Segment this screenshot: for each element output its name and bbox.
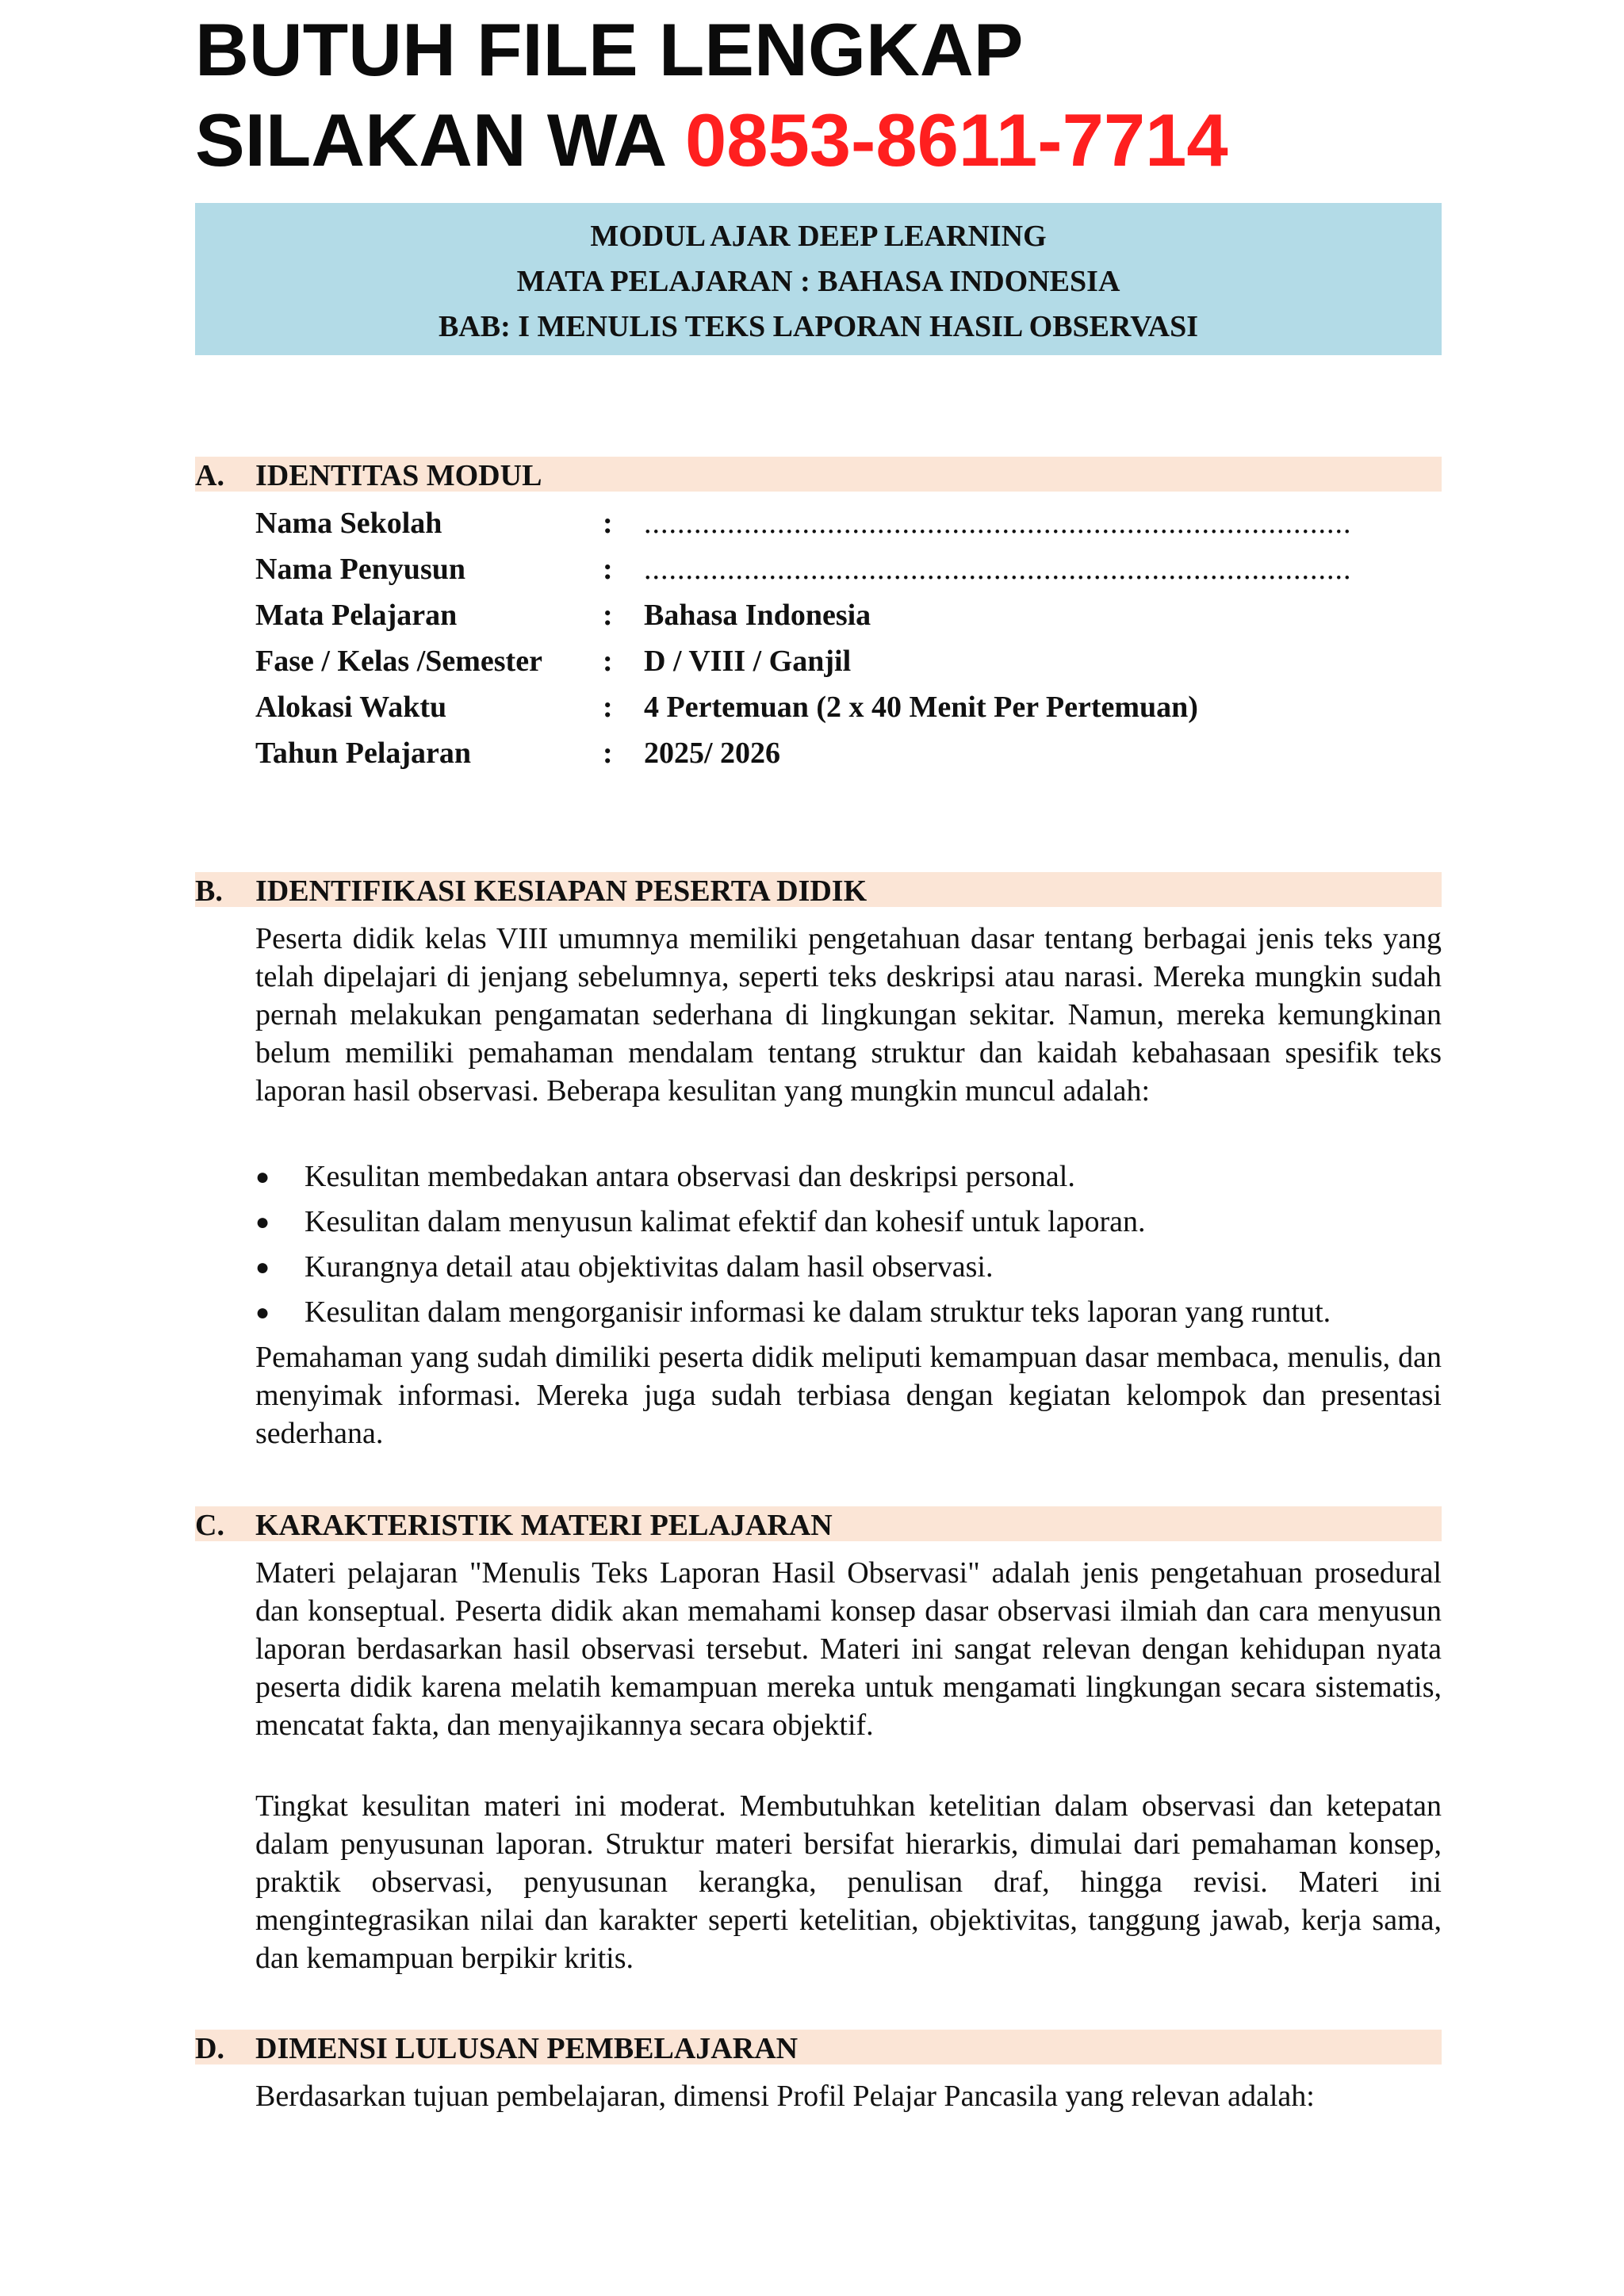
banner-line-2: MATA PELAJARAN : BAHASA INDONESIA <box>516 265 1120 298</box>
section-c-paragraph-2: Tingkat kesulitan materi ini moderat. Membutuhkan ketelitian dalam observasi dan ketepatan dalam penyusunan laporan. Struktur materi bersifat hierarkis, dimulai dari pemahaman konsep, praktik observasi, penyusunan kerangka, penulisan draf, hingga revisi. Materi ini mengintegrasikan nilai dan karakter seperti ketelitian, objektivitas, tanggung jawab, kerja sama, dan kemampuan berpikir kritis. <box>255 1789 1442 1975</box>
identity-value: D / VIII / Ganjil <box>644 645 852 678</box>
section-d-letter: D. <box>195 2032 224 2065</box>
bullet-icon: ● <box>255 1209 270 1235</box>
list-item <box>255 1290 1442 1335</box>
identity-table <box>255 503 1442 779</box>
identity-colon: : <box>603 553 613 586</box>
identity-row-subject <box>255 595 1442 641</box>
list-item <box>255 1200 1442 1245</box>
list-item <box>255 1154 1442 1200</box>
identity-value: 2025/ 2026 <box>644 737 781 770</box>
list-item-text: Kurangnya detail atau objektivitas dalam hasil observasi. <box>304 1250 994 1284</box>
identity-label: Fase / Kelas /Semester <box>255 645 542 678</box>
section-d-title: DIMENSI LULUSAN PEMBELAJARAN <box>255 2032 799 2065</box>
section-c-letter: C. <box>195 1509 224 1542</box>
list-item-text: Kesulitan dalam mengorganisir informasi ke dalam struktur teks laporan yang runtut. <box>304 1295 1331 1329</box>
bullet-icon: ● <box>255 1299 270 1326</box>
identity-row-year <box>255 733 1442 779</box>
promo-line-1: BUTUH FILE LENGKAP <box>195 8 1024 91</box>
section-a-heading <box>195 457 1442 492</box>
module-title-banner <box>195 203 1442 355</box>
identity-colon: : <box>603 691 613 724</box>
bullet-icon: ● <box>255 1254 270 1280</box>
section-b-heading <box>195 872 1442 907</box>
identity-colon: : <box>603 645 613 678</box>
list-item-text: Kesulitan membedakan antara observasi dan deskripsi personal. <box>304 1160 1075 1193</box>
section-c-paragraph-1: Materi pelajaran "Menulis Teks Laporan Hasil Observasi" adalah jenis pengetahuan prosedural dan konseptual. Peserta didik akan memahami konsep dasar observasi ilmiah dan cara menyusun laporan berdasarkan hasil observasi tersebut. Materi ini sangat relevan dengan kehidupan nyata peserta didik karena melatih kemampuan mereka untuk mengamati lingkungan secara sistematis, mencatat fakta, dan menyajikannya secara objektif. <box>255 1556 1442 1742</box>
section-c-title: KARAKTERISTIK MATERI PELAJARAN <box>255 1509 833 1542</box>
identity-value: Bahasa Indonesia <box>644 599 871 632</box>
identity-row-author <box>255 549 1442 595</box>
identity-row-time <box>255 687 1442 733</box>
banner-line-3: BAB: I MENULIS TEKS LAPORAN HASIL OBSERVASI <box>438 310 1199 343</box>
section-a-title: IDENTITAS MODUL <box>255 459 542 492</box>
identity-row-phase <box>255 641 1442 687</box>
identity-row-school <box>255 503 1442 549</box>
section-b-letter: B. <box>195 874 223 908</box>
identity-value: ..................................................................................... <box>644 507 1352 540</box>
list-item-text: Kesulitan dalam menyusun kalimat efektif dan kohesif untuk laporan. <box>304 1205 1146 1238</box>
identity-colon: : <box>603 737 613 770</box>
section-c-heading <box>195 1506 1442 1541</box>
identity-value: ..................................................................................... <box>644 553 1352 586</box>
promo-phone-number: 0853-8611-7714 <box>684 98 1228 182</box>
section-d-heading <box>195 2030 1442 2064</box>
promo-header <box>195 5 1464 186</box>
identity-label: Nama Sekolah <box>255 507 442 540</box>
banner-line-1: MODUL AJAR DEEP LEARNING <box>590 220 1047 253</box>
section-a-letter: A. <box>195 459 224 492</box>
section-b-title: IDENTIFIKASI KESIAPAN PESERTA DIDIK <box>255 874 868 908</box>
identity-label: Mata Pelajaran <box>255 599 458 632</box>
difficulty-list <box>255 1154 1442 1335</box>
section-d-intro: Berdasarkan tujuan pembelajaran, dimensi Profil Pelajar Pancasila yang relevan adalah: <box>255 2080 1315 2113</box>
identity-label: Alokasi Waktu <box>255 691 447 724</box>
promo-line-2 <box>195 95 1464 186</box>
section-b-intro: Peserta didik kelas VIII umumnya memiliki pengetahuan dasar tentang berbagai jenis teks yang telah dipelajari di jenjang sebelumnya, seperti teks deskripsi atau narasi. Mereka mungkin sudah pernah melakukan pengamatan sederhana di lingkungan sekitar. Namun, mereka kemungkinan belum memiliki pemahaman mendalam tentang struktur dan kaidah kebahasaan spesifik teks laporan hasil observasi. Beberapa kesulitan yang mungkin muncul adalah: <box>255 922 1442 1108</box>
section-b-outro: Pemahaman yang sudah dimiliki peserta didik meliputi kemampuan dasar membaca, menulis, dan menyimak informasi. Mereka juga sudah terbiasa dengan kegiatan kelompok dan presentasi sederhana. <box>255 1341 1442 1450</box>
identity-label: Nama Penyusun <box>255 553 465 586</box>
list-item <box>255 1245 1442 1290</box>
promo-prefix: SILAKAN WA <box>195 98 685 182</box>
identity-value: 4 Pertemuan (2 x 40 Menit Per Pertemuan) <box>644 691 1198 724</box>
identity-colon: : <box>603 507 613 540</box>
identity-label: Tahun Pelajaran <box>255 737 472 770</box>
identity-colon: : <box>603 599 613 632</box>
bullet-icon: ● <box>255 1164 270 1190</box>
